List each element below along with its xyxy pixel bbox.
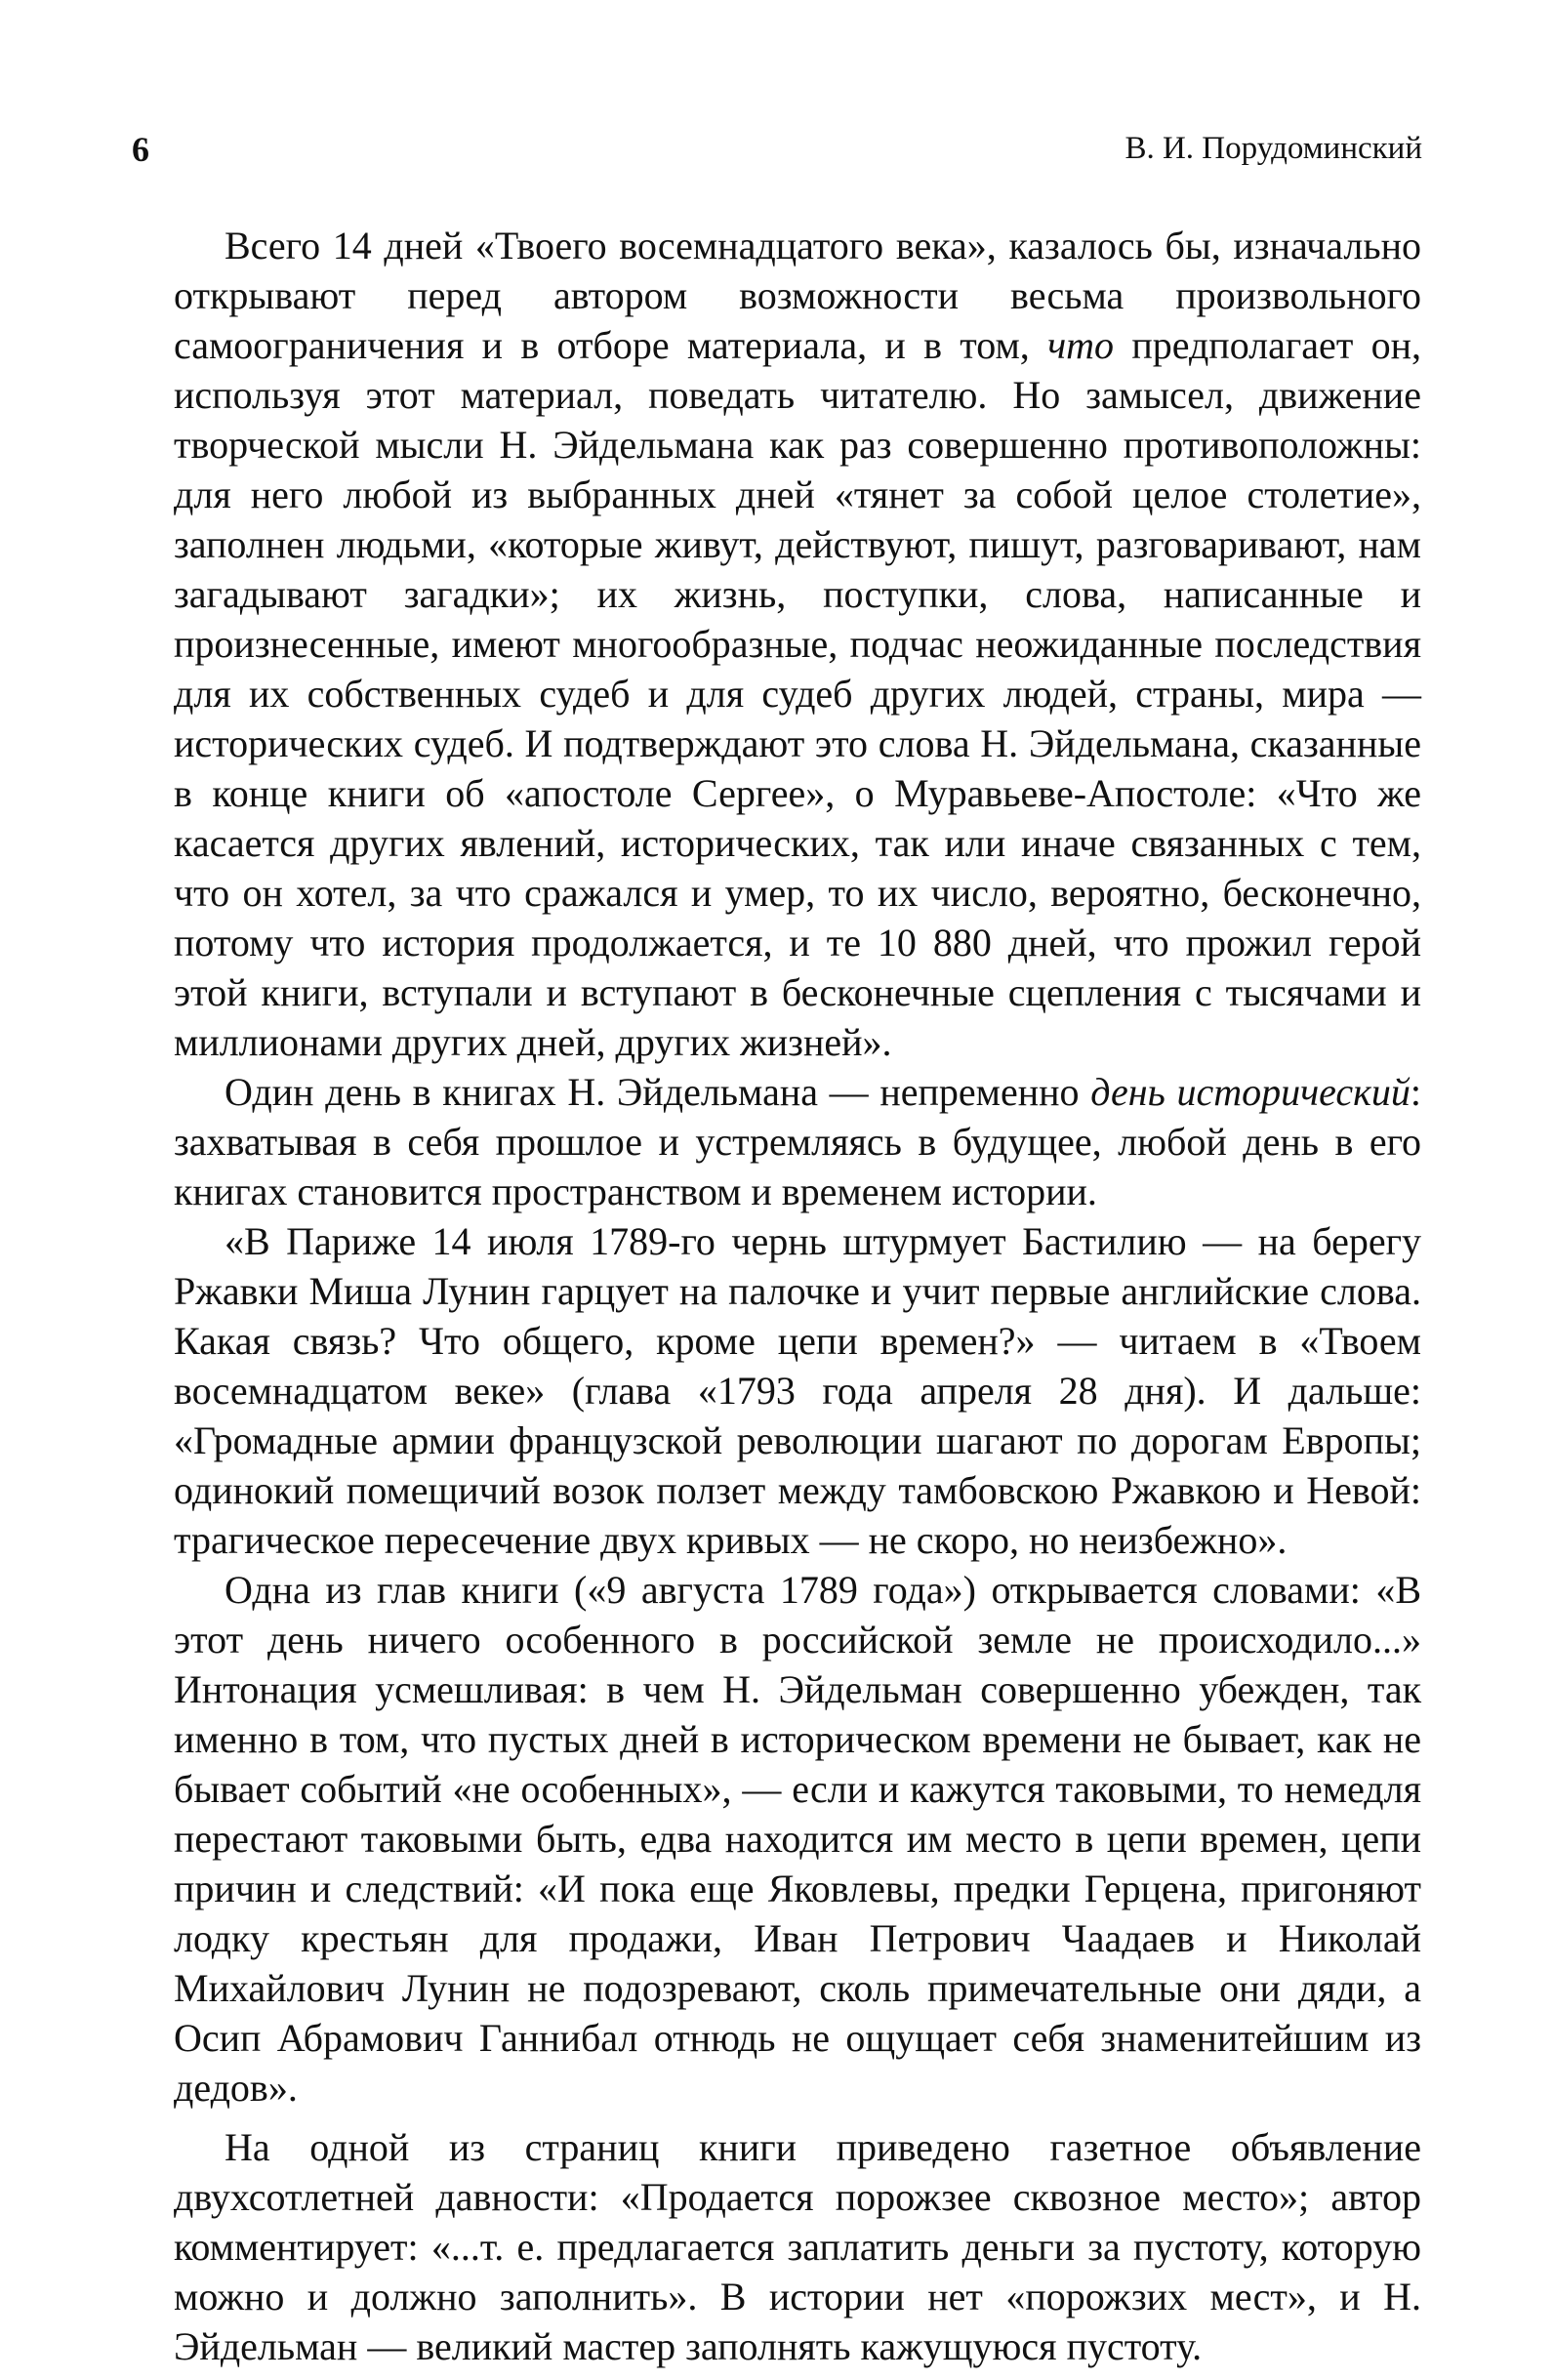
running-head: В. И. Порудоминский bbox=[1125, 131, 1422, 166]
emphasis: что bbox=[1047, 323, 1115, 367]
page-number: 6 bbox=[132, 130, 149, 169]
paragraph-3: «В Париже 14 июля 1789-го чернь штурмует Бастилию — на берегу Ржавки Миша Лунин гарцует на палочке и учит первые английские слова. Какая связь? Что общего, кроме цепи времен?» — читаем в «Твоем восемнадцатом веке» (глава «1793 года апреля 28 дня). И дальше: «Громадные армии французской революции шагают по дорогам Европы; одинокий помещичий возок ползет между тамбовскою Ржавкою и Невой: трагическое пересечение двух кривых — не скоро, но неизбежно». bbox=[174, 1219, 1421, 1562]
emphasis: день исторический bbox=[1090, 1070, 1411, 1114]
paragraph-2: Один день в книгах Н. Эйдельмана — непременно день исторический: захватывая в себя прошлое и устремляясь в будущее, любой день в его книгах становится пространством и временем истории. bbox=[174, 1070, 1422, 1213]
page-header bbox=[132, 129, 1422, 178]
body-text bbox=[174, 221, 1421, 2371]
paragraph-4: Одна из глав книги («9 августа 1789 года») открывается словами: «В этот день ничего особенного в российской земле не происходило...» Интонация усмешливая: в чем Н. Эйдельман совершенно убежден, так именно в том, что пустых дней в историческом времени не бывает, как не бывает событий «не особенных», — если и кажутся таковыми, то немедля перестают таковыми быть, едва находится им место в цепи времен, цепи причин и следствий: «И пока еще Яковлевы, предки Герцена, пригоняют лодку крестьян для продажи, Иван Петрович Чаадаев и Николай Михайлович Лунин не подозревают, сколь примечательные они дяди, а Осип Абрамович Ганнибал отнюдь не ощущает себя знаменитейшим из дедов». bbox=[174, 1568, 1421, 2110]
paragraph-5: На одной из страниц книги приведено газетное объявление двухсотлетней давности: «Продается порожзее сквозное место»; автор комментирует: «...т. е. предлагается заплатить деньги за пустоту, которую можно и должно заполнить». В истории нет «порожзих мест», и Н. Эйдельман — великий мастер заполнять кажущуюся пустоту. bbox=[174, 2125, 1421, 2368]
paragraph-1: Всего 14 дней «Твоего восемнадцатого века», казалось бы, изначально открывают перед автором возможности весьма произвольного самоограничения и в отборе материала, и в том, что предполагает он, используя этот материал, поведать читателю. Но замысел, движение творческой мысли Н. Эйдельмана как раз совершенно противоположны: для него любой из выбранных дней «тянет за собой целое столетие», заполнен людьми, «которые живут, действуют, пишут, разговаривают, нам загадывают загадки»; их жизнь, поступки, слова, написанные и произнесенные, имеют многообразные, подчас неожиданные последствия для их собственных судеб и для судеб других людей, страны, мира — исторических судеб. И подтверждают это слова Н. Эйдельмана, сказанные в конце книги об «апостоле Сергее», о Муравьеве-Апостоле: «Что же касается других явлений, исторических, так или иначе связанных с тем, что он хотел, за что сражался и умер, то их число, вероятно, бесконечно, потому что история продолжается, и те 10 880 дней, что прожил герой этой книги, вступали и вступают в бесконечные сцепления с тысячами и миллионами других дней, других жизней». bbox=[174, 224, 1421, 1064]
